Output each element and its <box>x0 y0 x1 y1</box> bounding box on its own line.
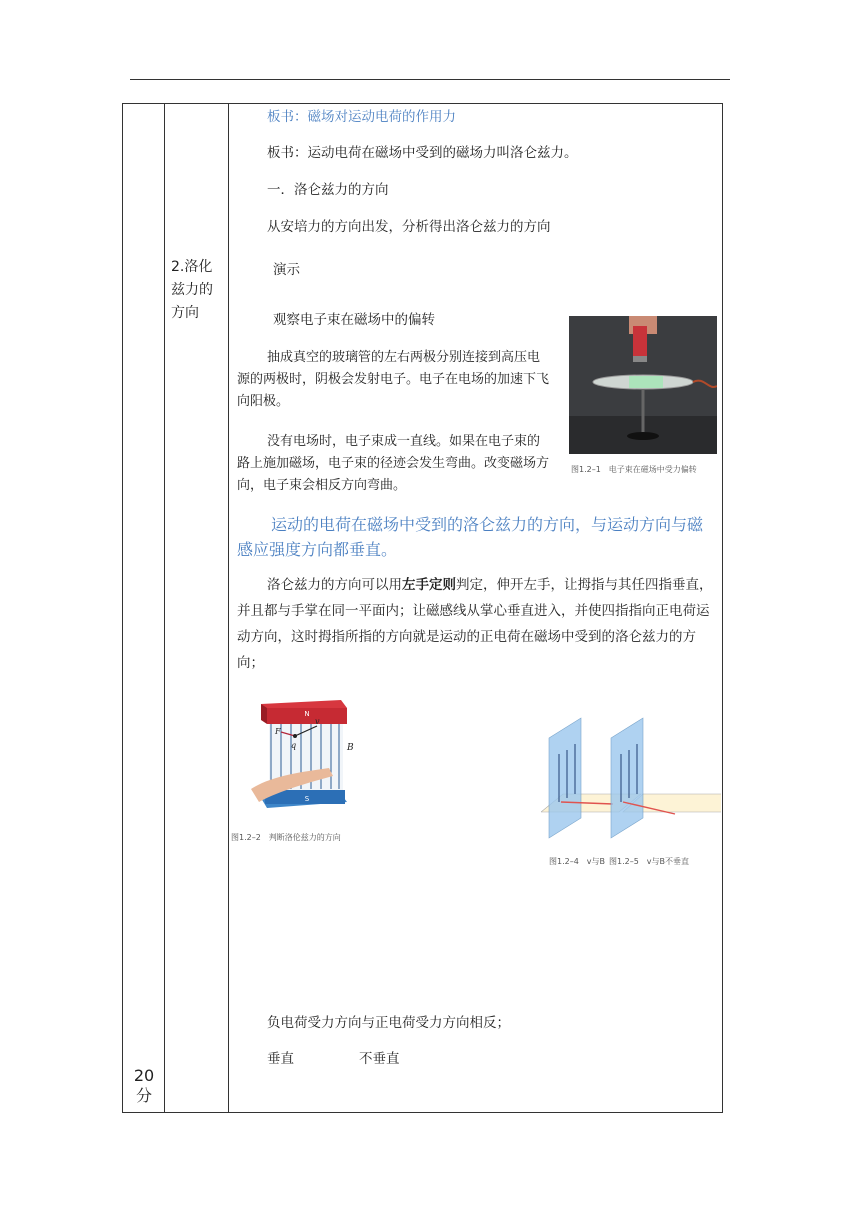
south-pole-label: S <box>304 795 310 803</box>
topic-cell: 2.洛化 兹力的 方向 <box>171 259 213 321</box>
non-perpendicular-label: 不垂直 <box>359 1051 400 1067</box>
figure-1-caption: 图1.2–1 电子束在磁场中受力偏转 <box>571 465 697 474</box>
north-pole-label: N <box>304 710 310 718</box>
left-hand-rule-paragraph: 洛仑兹力的方向可以用左手定则判定，伸开左手，让拇指与其任四指垂直，并且都与手掌在同一平面内；让磁感线从掌心垂直进入，并使四指指向正电荷运动方向，这时拇指所指的方向就是运动的正电荷在磁场中受到的洛仑兹力的方向； <box>237 577 713 671</box>
board-title: 板书：磁场对运动电荷的作用力 <box>267 109 456 125</box>
field-label: B <box>347 743 354 753</box>
lesson-table <box>122 103 723 1113</box>
demo-label: 演示 <box>273 262 300 278</box>
observe-title: 观察电子束在磁场中的偏转 <box>273 312 435 328</box>
force-label: F <box>275 727 281 736</box>
velocity-label: v <box>315 717 320 726</box>
key-conclusion: 运动的电荷在磁场中受到的洛仑兹力的方向，与运动方向与磁感应强度方向都垂直。 <box>237 515 704 559</box>
demo-paragraph-2: 没有电场时，电子束成一直线。如果在电子束的路上施加磁场，电子束的径迹会发生弯曲。改变磁场方向，电子束会相反方向弯曲。 <box>237 434 550 493</box>
board-definition: 板书：运动电荷在磁场中受到的磁场力叫洛仑兹力。 <box>267 145 578 161</box>
header-rule <box>130 79 730 80</box>
figure-3-caption-a: 图1.2–4 v与B <box>549 857 606 866</box>
v-b-planes-figure <box>541 714 721 854</box>
column-divider-2 <box>228 104 229 1112</box>
figure-3-caption-b: 图1.2–5 v与B不垂直 <box>609 857 690 866</box>
time-cell: 20 分 <box>133 1066 155 1105</box>
electron-beam-photo <box>569 316 717 454</box>
demo-paragraph-1: 抽成真空的玻璃管的左右两极分别连接到高压电源的两极时，阴极会发射电子。电子在电场的加速下飞向阳极。 <box>237 350 550 409</box>
charge-label: q <box>291 741 297 750</box>
left-hand-rule-figure <box>251 694 355 814</box>
negative-charge-note: 负电荷受力方向与正电荷受力方向相反； <box>267 1015 510 1031</box>
section-heading: 一．洛仑兹力的方向 <box>267 182 389 198</box>
figure-2-caption: 图1.2–2 判断洛伦兹力的方向 <box>231 833 341 842</box>
intro-text: 从安培力的方向出发，分析得出洛仑兹力的方向 <box>267 219 551 235</box>
column-divider-1 <box>164 104 165 1112</box>
perpendicular-label: 垂直 <box>267 1051 294 1067</box>
